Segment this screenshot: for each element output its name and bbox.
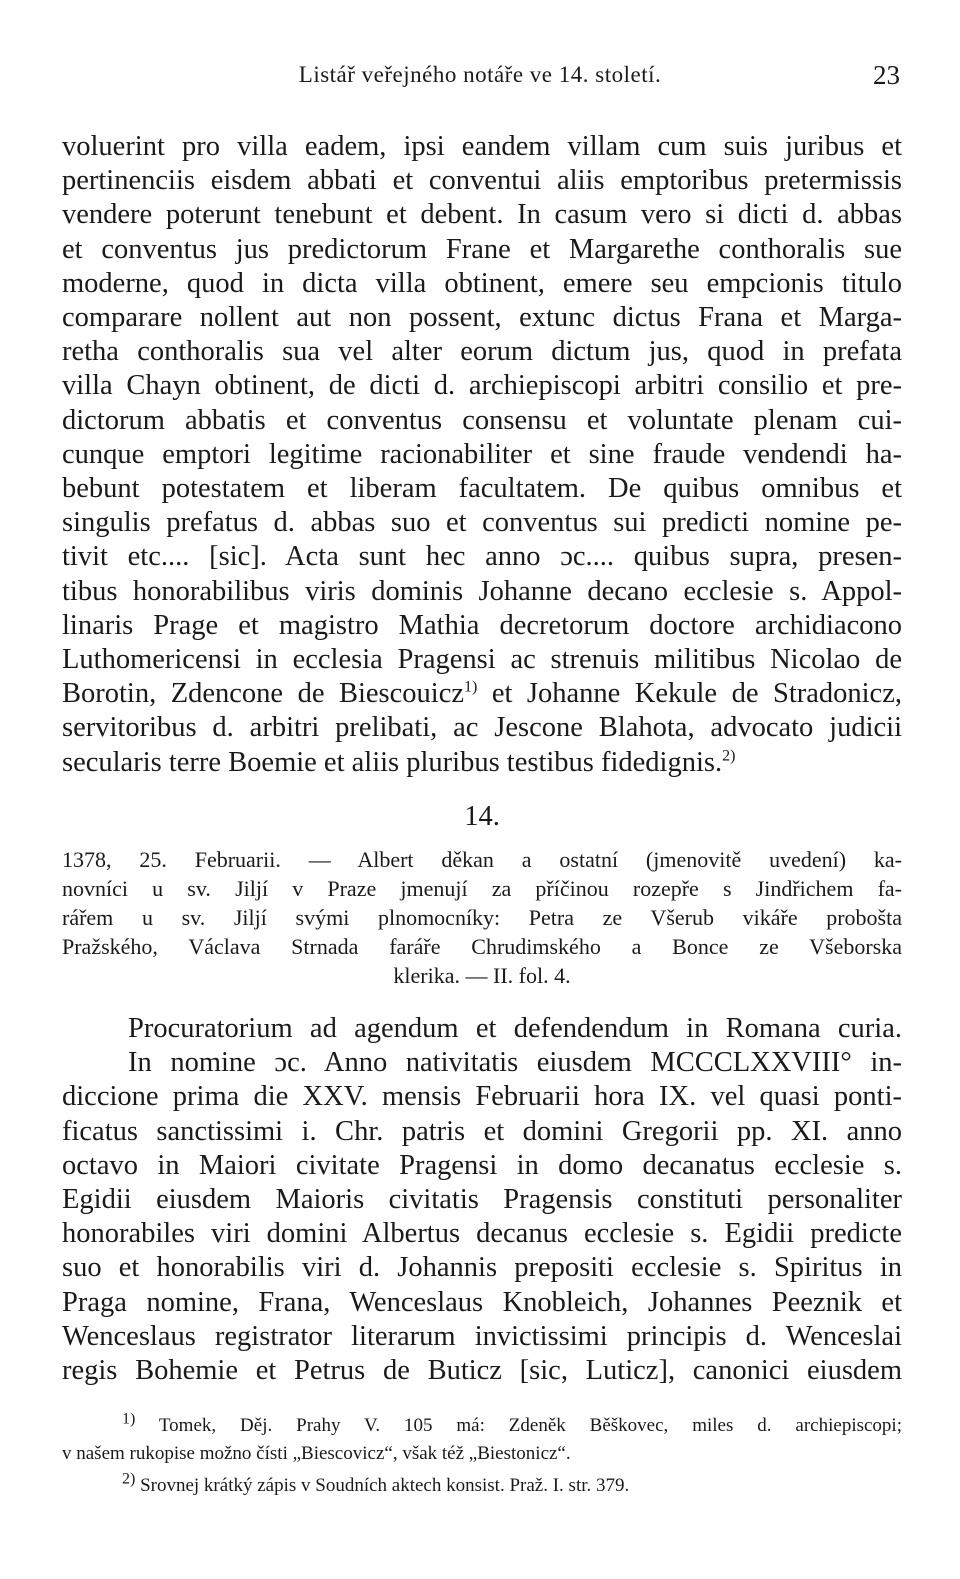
text-segment: et Johanne Kekule de Stradonicz, [477, 678, 902, 709]
regest-line: rářem u sv. Jiljí svými plnomocníky: Petra ze Všerub vikáře probošta [62, 905, 902, 930]
text-line: moderne, quod in dicta villa obtinent, emere seu empcionis titulo [62, 268, 902, 299]
footnote-ref: 2) [722, 747, 736, 765]
text-line: singulis prefatus d. abbas suo et conventus sui predicti nomine pe- [62, 507, 902, 538]
footnote-1 [122, 1412, 902, 1439]
regest-line: klerika. — II. fol. 4. [393, 963, 571, 988]
text-line: servitoribus d. arbitri prelibati, ac Jescone Blahota, advocato judicii [62, 712, 902, 743]
text-line: voluerint pro villa eadem, ipsi eandem villam cum suis juribus et [62, 131, 902, 162]
text-line: Wenceslaus registrator literarum invictissimi principis d. Wenceslai [62, 1321, 902, 1352]
footnote-mark: 1) [122, 1410, 136, 1428]
text-line: Praga nomine, Frana, Wenceslaus Knobleich, Johannes Peeznik et [62, 1287, 902, 1318]
footnote-mark: 2) [122, 1470, 136, 1488]
text-line: pertinenciis eisdem abbati et conventui aliis emptoribus pretermissis [62, 165, 902, 196]
text-segment: Borotin, Zdencone de Biescouicz [62, 678, 464, 709]
footnote-text: Srovnej krátký zápis v Soudních aktech konsist. Praž. I. str. 379. [140, 1475, 630, 1496]
text-line: bebunt potestatem et liberam facultatem. De quibus omnibus et [62, 473, 902, 504]
footnote-2 [122, 1472, 902, 1499]
footnote-1-cont: v našem rukopise možno čísti „Biescovicz“, však též „Biestonicz“. [62, 1443, 571, 1464]
document-heading: Procuratorium ad agendum et defendendum in Romana curia. [128, 1013, 902, 1044]
text-line: diccione prima die XXV. mensis Februarii hora IX. vel quasi ponti- [62, 1081, 902, 1112]
footnote-text: Tomek, Děj. Prahy V. 105 má: Zdeněk Běškovec, miles d. archiepiscopi; [158, 1415, 902, 1436]
regest-line: novníci u sv. Jiljí v Praze jmenují za příčinou rozepře s Jindřichem fa- [62, 876, 902, 901]
text-line: Luthomericensi in ecclesia Pragensi ac strenuis militibus Nicolao de [62, 644, 902, 675]
regest-line: 1378, 25. Februarii. — Albert děkan a ostatní (jmenovitě uvedení) ka- [62, 847, 902, 872]
footnote-ref: 1) [464, 678, 478, 696]
running-title: Listář veřejného notáře ve 14. století. [298, 62, 662, 87]
text-line: linaris Prage et magistro Mathia decretorum doctore archidiacono [62, 610, 902, 641]
page-number: 23 [873, 60, 900, 90]
text-line: In nomine ɔc. Anno nativitatis eiusdem MCCCLXXVIII° in- [128, 1047, 902, 1078]
text-line: cunque emptori legitime racionabiliter et sine fraude vendendi ha- [62, 439, 902, 470]
text-line: tibus honorabilibus viris dominis Johanne decano ecclesie s. Appol- [62, 576, 902, 607]
text-line: Egidii eiusdem Maioris civitatis Pragensis constituti personaliter [62, 1184, 902, 1215]
entry-number: 14. [464, 801, 500, 832]
text-line: octavo in Maiori civitate Pragensi in domo decanatus ecclesie s. [62, 1150, 902, 1181]
text-line: retha conthoralis sua vel alter eorum dictum jus, quod in prefata [62, 336, 902, 367]
text-line: suo et honorabilis viri d. Johannis prepositi ecclesie s. Spiritus in [62, 1252, 902, 1283]
text-line: honorabiles viri domini Albertus decanus ecclesie s. Egidii predicte [62, 1218, 902, 1249]
text-line: ficatus sanctissimi i. Chr. patris et domini Gregorii pp. XI. anno [62, 1116, 902, 1147]
running-header [60, 62, 900, 94]
text-line: regis Bohemie et Petrus de Buticz [sic, Luticz], canonici eiusdem [62, 1355, 902, 1386]
text-segment: secularis terre Boemie et aliis pluribus testibus fidedignis. [62, 747, 723, 778]
text-line: vendere poterunt tenebunt et debent. In casum vero si dicti d. abbas [62, 199, 902, 230]
text-line: tivit etc.... [sic]. Acta sunt hec anno ɔc.... quibus supra, presen- [62, 541, 902, 572]
text-line: et conventus jus predictorum Frane et Margarethe conthoralis sue [62, 234, 902, 265]
regest-line: Pražského, Václava Strnada faráře Chrudimského a Bonce ze Všeborska [62, 934, 902, 959]
text-line: villa Chayn obtinent, de dicti d. archiepiscopi arbitri consilio et pre- [62, 370, 902, 401]
text-line: comparare nollent aut non possent, extunc dictus Frana et Marga- [62, 302, 902, 333]
text-line [62, 746, 902, 780]
text-line: dictorum abbatis et conventus consensu et voluntate plenam cui- [62, 405, 902, 436]
text-line [62, 677, 902, 711]
